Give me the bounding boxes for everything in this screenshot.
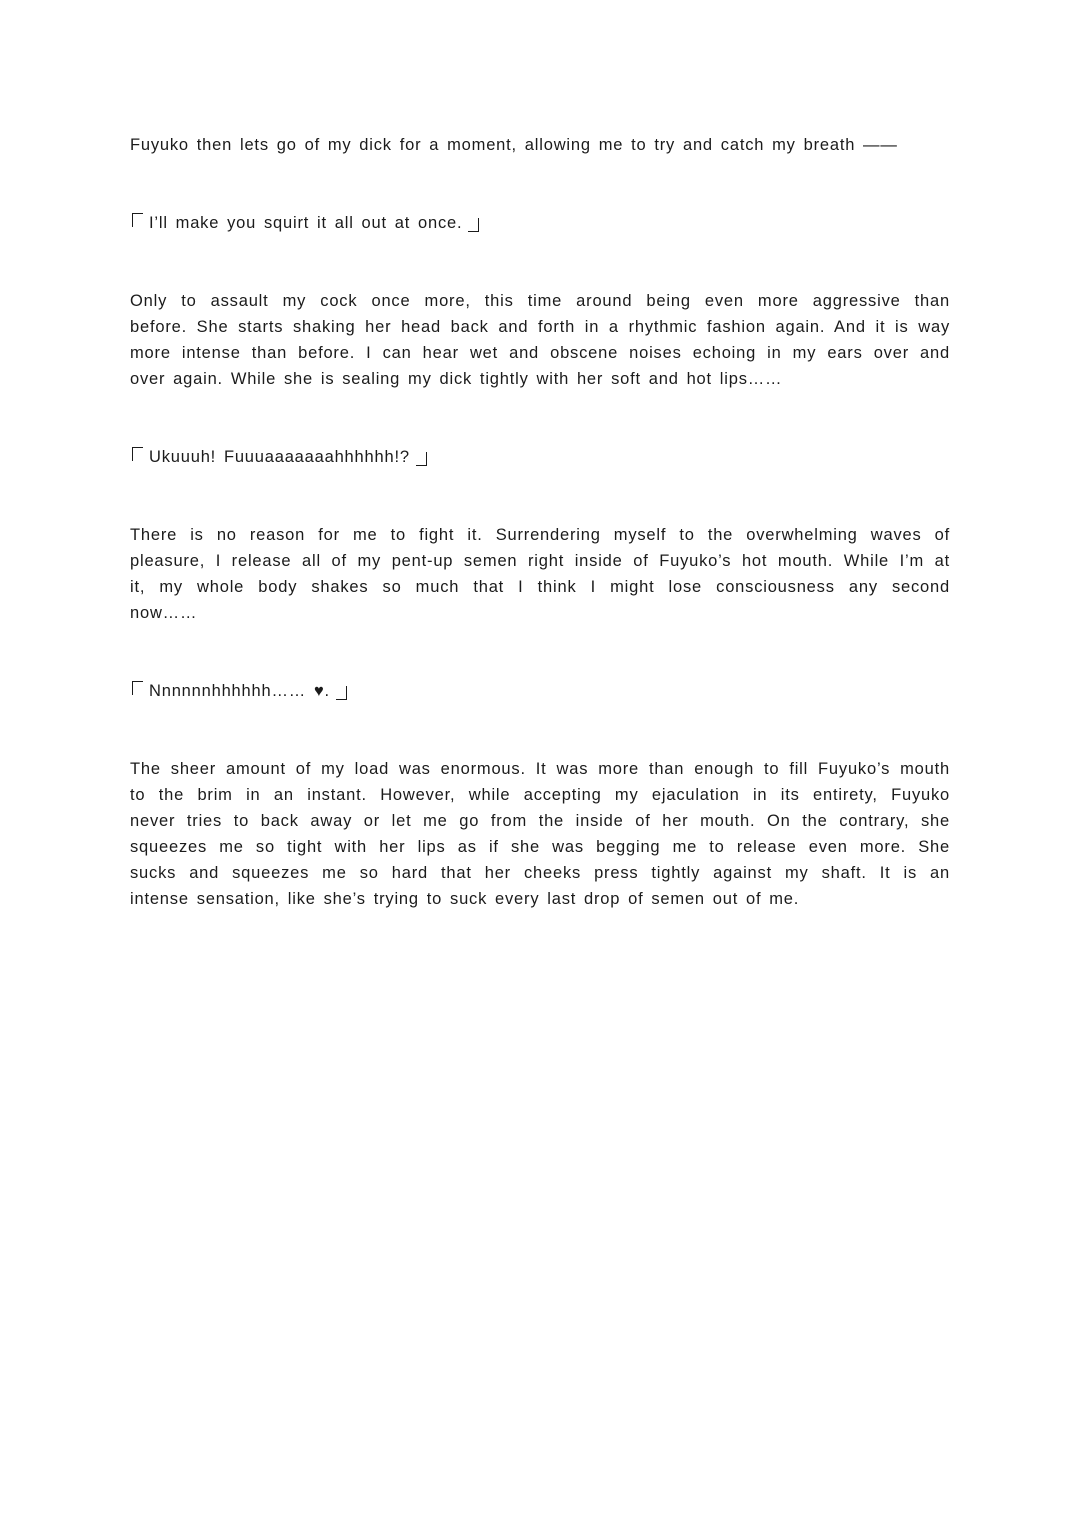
corner-bracket-close xyxy=(416,452,427,466)
text-line: now…… xyxy=(130,604,198,622)
text-line: intense sensation, like she’s trying to suck every last drop of semen out of me. xyxy=(130,890,800,908)
text-line: Nnnnnnhhhhhh…… ♥. xyxy=(130,678,950,704)
text-line: Only to assault my cock once more, this time around being even more aggressive than xyxy=(130,292,950,310)
text-line: squeezes me so tight with her lips as if she was begging me to release even more. She xyxy=(130,838,950,856)
text-line: it, my whole body shakes so much that I think I might lose consciousness any second xyxy=(130,578,950,596)
text-line: There is no reason for me to fight it. Surrendering myself to the overwhelming waves of xyxy=(130,526,950,544)
corner-bracket-open xyxy=(132,447,143,461)
text-line: more intense than before. I can hear wet and obscene noises echoing in my ears over and xyxy=(130,344,950,362)
text-line: I’ll make you squirt it all out at once. xyxy=(130,210,950,236)
corner-bracket-open xyxy=(132,213,143,227)
paragraph-dialogue-1 xyxy=(130,210,950,236)
corner-bracket-close xyxy=(468,218,479,232)
paragraph-narration-2 xyxy=(130,288,950,392)
paragraph-narration-1 xyxy=(130,132,950,158)
text-line: The sheer amount of my load was enormous. It was more than enough to fill Fuyuko’s mouth xyxy=(130,760,950,778)
text-line: Fuyuko then lets go of my dick for a moment, allowing me to try and catch my breath —— xyxy=(130,136,898,154)
text-line: before. She starts shaking her head back and forth in a rhythmic fashion again. And it is way xyxy=(130,318,950,336)
paragraph-dialogue-2 xyxy=(130,444,950,470)
text-line: over again. While she is sealing my dick tightly with her soft and hot lips…… xyxy=(130,370,783,388)
text-line: sucks and squeezes me so hard that her cheeks press tightly against my shaft. It is an xyxy=(130,864,950,882)
paragraph-dialogue-3 xyxy=(130,678,950,704)
text-column xyxy=(130,132,950,964)
corner-bracket-close xyxy=(336,686,347,700)
paragraph-narration-4 xyxy=(130,756,950,912)
text-line: to the brim in an instant. However, while accepting my ejaculation in its entirety, Fuyuko xyxy=(130,786,950,804)
text-line: Ukuuuh! Fuuuaaaaaaahhhhhh!? xyxy=(130,444,950,470)
corner-bracket-open xyxy=(132,681,143,695)
text-line: pleasure, I release all of my pent-up semen right inside of Fuyuko’s hot mouth. While I’m at xyxy=(130,552,950,570)
paragraph-narration-3 xyxy=(130,522,950,626)
text-line: never tries to back away or let me go from the inside of her mouth. On the contrary, she xyxy=(130,812,950,830)
